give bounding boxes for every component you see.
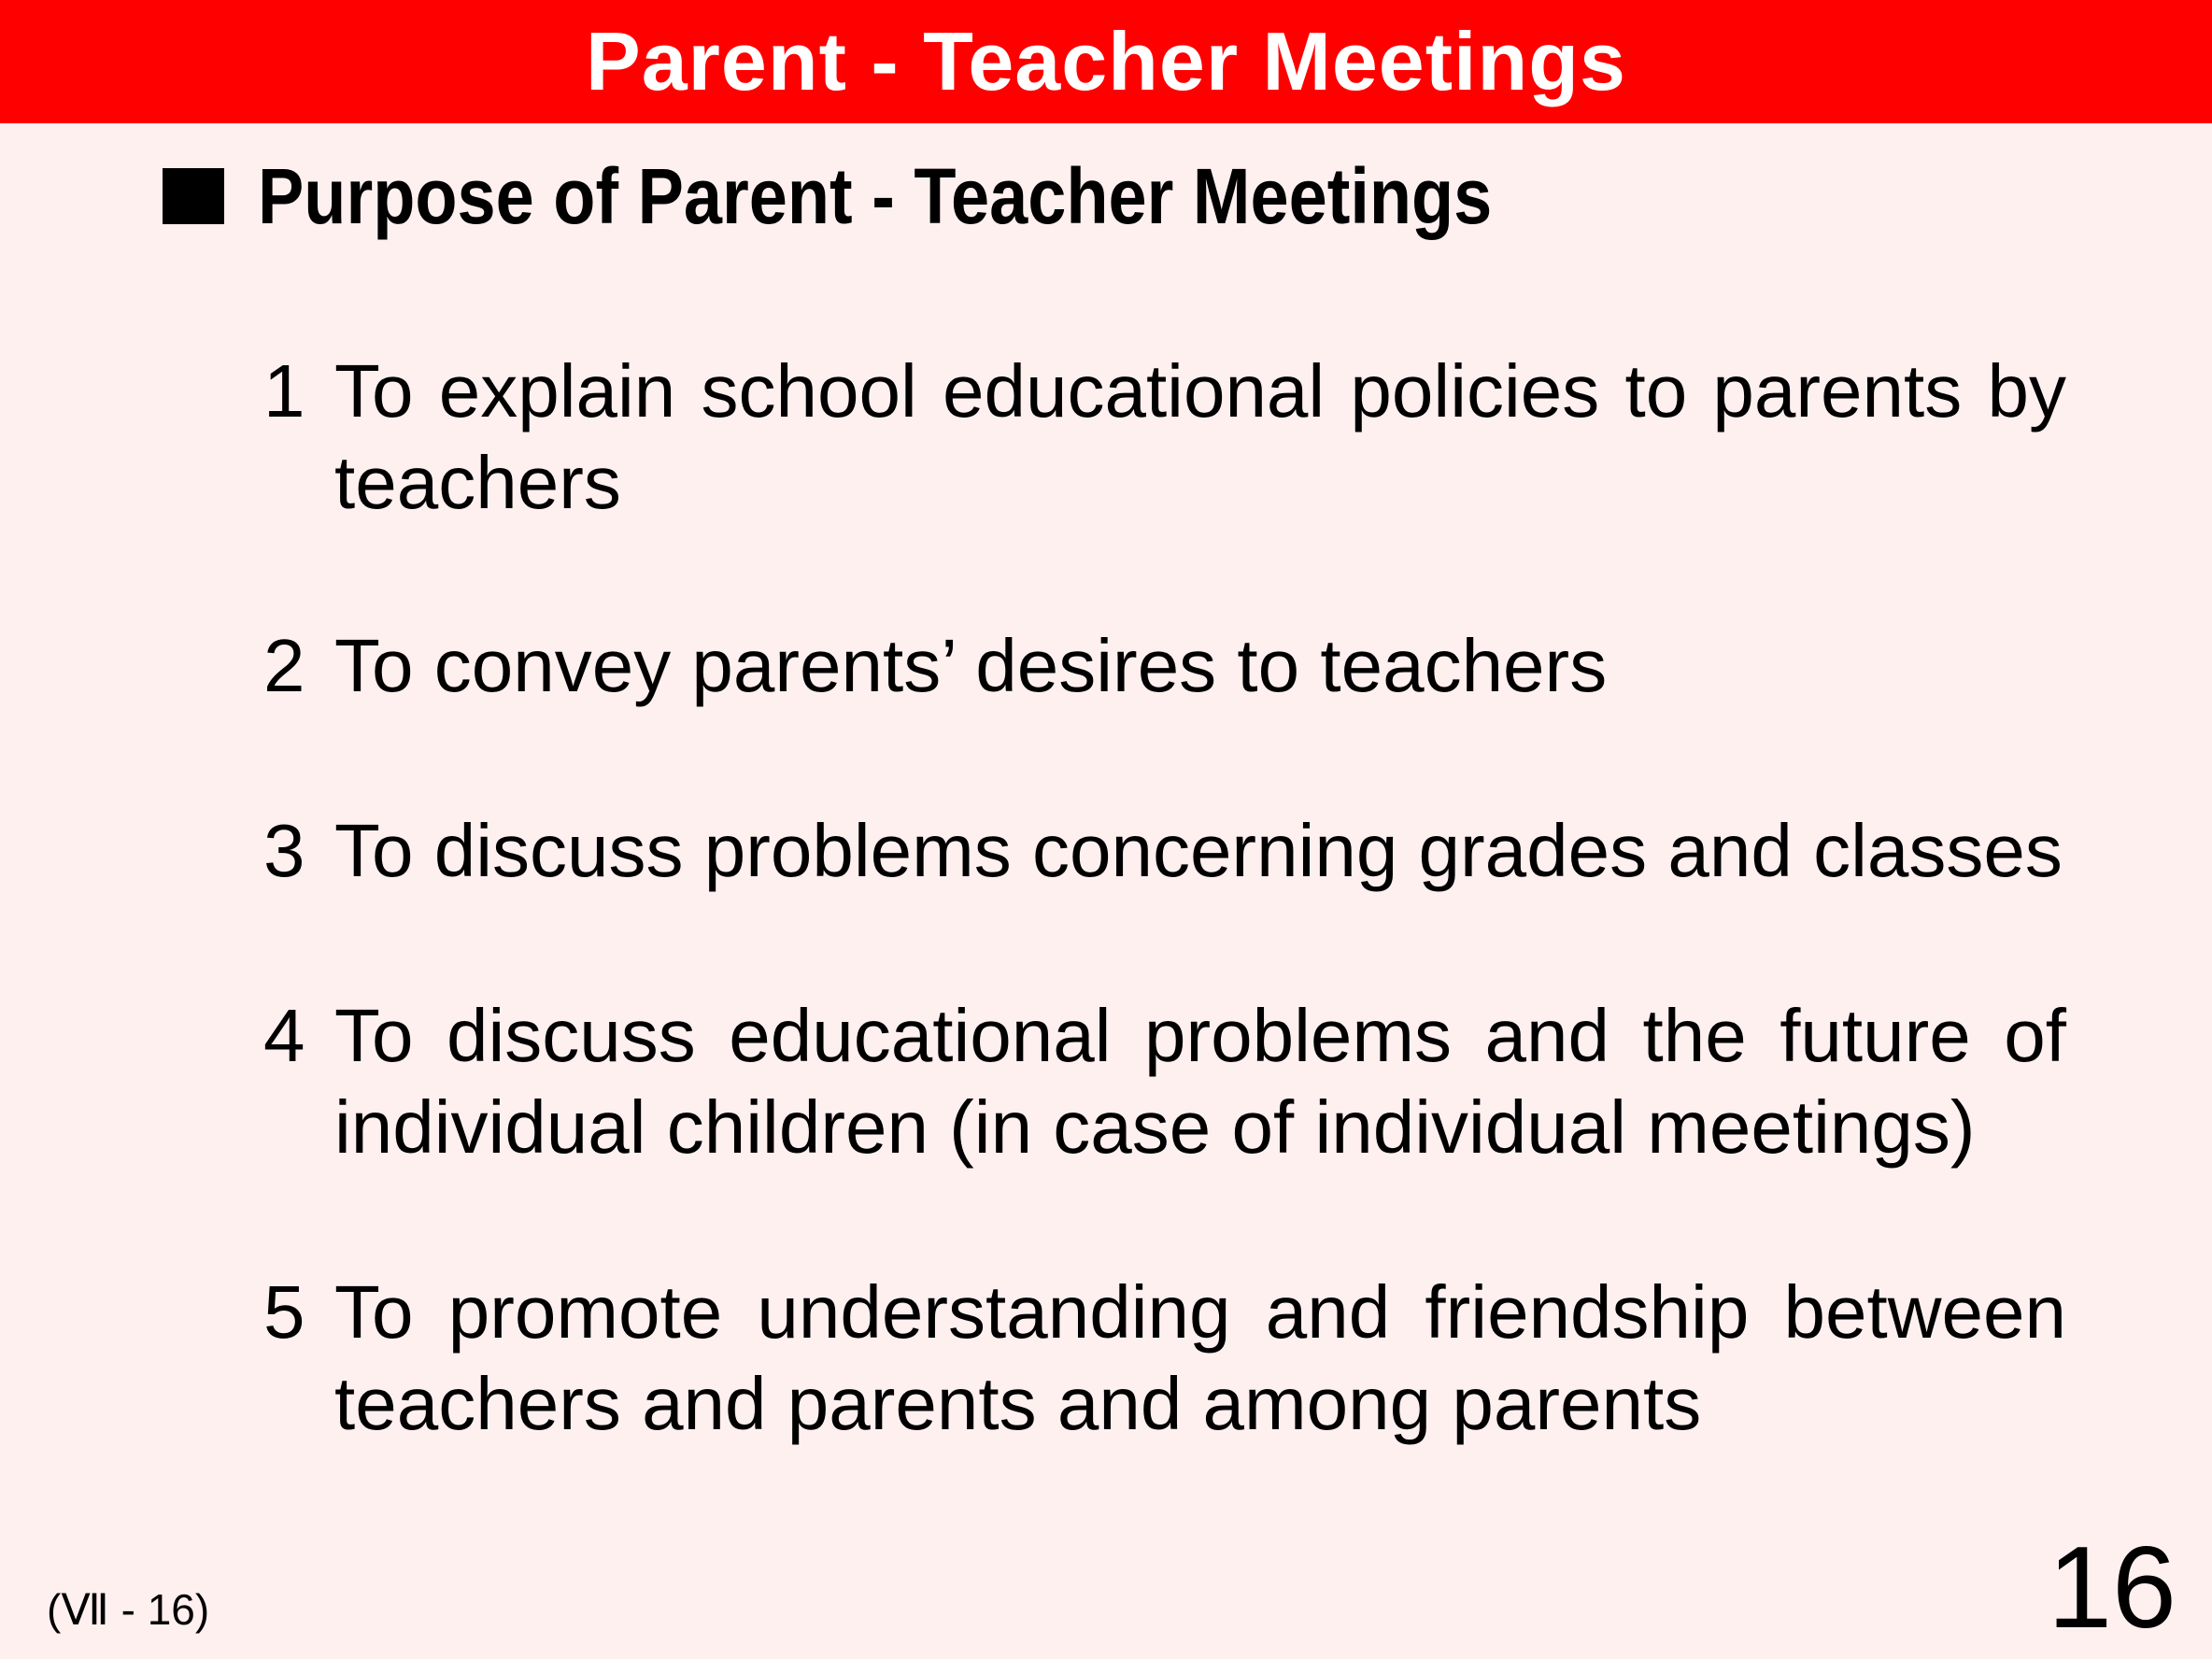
list-item: [263, 1267, 2066, 1450]
list-item: [263, 620, 2066, 712]
item-number: 3: [263, 809, 305, 892]
item-text: [334, 805, 2066, 897]
list-item: [263, 346, 2066, 529]
title-bar: [0, 0, 2212, 123]
slide-title: Parent - Teacher Meetings: [586, 15, 1626, 107]
item-number: 2: [263, 624, 305, 707]
item-text-line: To convey parents’ desires to teachers: [334, 624, 1608, 707]
item-number: 5: [263, 1270, 305, 1354]
list-item: [263, 805, 2066, 897]
item-number: 4: [263, 994, 305, 1077]
item-text-line: To discuss problems concerning grades and classes: [334, 809, 2063, 892]
list-item: [263, 990, 2066, 1173]
slide-reference: (Ⅶ - 16): [47, 1585, 210, 1634]
section-heading: [163, 152, 1660, 240]
page-number: 16: [2048, 1524, 2177, 1652]
item-text: To promote understanding and friendship between teachers and parents and among parents: [334, 1270, 2066, 1445]
item-text: To explain school educational policies to parents by teachers: [334, 349, 2066, 524]
item-text: [334, 620, 2066, 712]
item-text: To discuss educational problems and the future of individual children (in case of individual meetings): [334, 994, 2066, 1169]
heading-text: Purpose of Parent - Teacher Meetings: [258, 152, 1493, 240]
square-bullet-icon: [163, 168, 224, 224]
item-number: 1: [263, 349, 305, 432]
